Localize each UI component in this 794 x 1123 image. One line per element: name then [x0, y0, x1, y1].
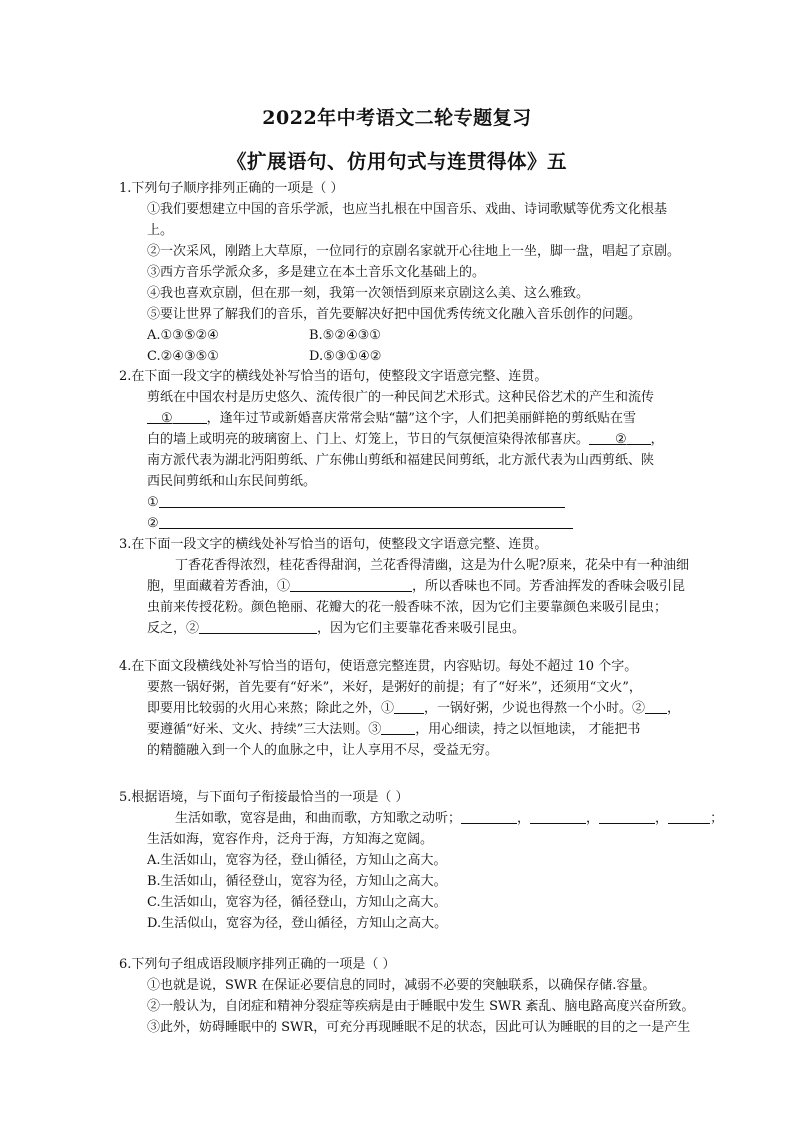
- passage-line: [119, 429, 709, 450]
- blank-line[interactable]: [394, 699, 424, 714]
- question-4: [119, 656, 709, 761]
- question-5: [119, 787, 724, 934]
- sentence-5: ⑤要让世界了解我们的音乐，首先要解决好把中国优秀传统文化融入音乐创作的问题。: [147, 307, 642, 322]
- passage-line: 丁香花香得浓烈，桂花香得甜润，兰花香得清幽，这是为什么呢?原来，花朵中有一种油细: [175, 558, 689, 573]
- question-3: [119, 534, 709, 639]
- passage-text: 生活如歌，宽容是曲，和曲而歌，方知歌之动听；: [175, 811, 462, 826]
- question-4-stem: 4.在下面文段横线处补写恰当的语句，使语意完整连贯，内容贴切。每处不超过 10 个字。: [119, 659, 638, 674]
- question-6: [119, 954, 709, 1038]
- question-2: [119, 366, 709, 534]
- sentence-2: ②一次采风，刚踏上大草原，一位同行的京剧名家就开心往地上一坐，脚一盘，唱起了京剧。: [147, 244, 681, 259]
- option-c[interactable]: C.②④③⑤①: [147, 349, 219, 364]
- answer-label: ②: [147, 516, 159, 531]
- answer-line-2: [119, 513, 709, 534]
- passage-text: ，: [517, 811, 531, 826]
- option-b[interactable]: B.生活如山，循径登山，宽容为径，方知山之高大。: [147, 874, 447, 889]
- option-a[interactable]: A.①③⑤②④: [147, 328, 219, 343]
- passage-line: 剪纸在中国农村是历史悠久、流传很广的一种民间艺术形式。这种民俗艺术的产生和流传: [147, 390, 655, 405]
- blank-line[interactable]: [589, 430, 615, 445]
- option-a[interactable]: A.生活如山，宽容为径，登山循径，方知山之高大。: [147, 853, 447, 868]
- blank-line[interactable]: [461, 809, 517, 824]
- passage-text: 要遵循“好米、文火、持续”三大法则。③: [147, 722, 382, 737]
- option-d[interactable]: D.生活似山，宽容为径，登山循径，方知山之高大。: [147, 916, 448, 931]
- option-c[interactable]: C.生活如山，宽容为径，循径登山，方知山之高大。: [147, 895, 447, 910]
- question-6-stem: 6.下列句子组成语段顺序排列正确的一项是（ ）: [119, 957, 396, 972]
- question-1-stem: 1.下列句子顺序排列正确的一项是（ ）: [119, 181, 344, 196]
- document-title: 2022年中考语文二轮专题复习: [262, 107, 532, 129]
- option-d[interactable]: D.⑤③①④②: [309, 349, 382, 364]
- passage-line: [119, 576, 709, 597]
- sentence-4: ④我也喜欢京剧，但在那一刻，我第一次领悟到原来京剧这么美、这么雅致。: [147, 286, 590, 301]
- passage-line: 生活如海，宽容作舟，泛舟于海，方知海之宽阔。: [147, 832, 434, 847]
- passage-text: 反之，②: [147, 621, 200, 636]
- question-2-stem: 2.在下面一段文字的横线处补写恰当的语句，使整段文字语意完整、连贯。: [119, 369, 548, 384]
- blank-line[interactable]: [668, 809, 710, 824]
- passage-text: 白的墙上或明亮的玻璃窗上、门上、灯笼上，节日的气氛便渲染得浓郁喜庆。: [147, 432, 590, 447]
- blank-line[interactable]: [627, 430, 651, 445]
- passage-line: 要熬一锅好粥，首先要有“好米”，米好，是粥好的前提；有了“好米”，还须用“文火”，: [147, 680, 642, 695]
- blank-line[interactable]: [199, 619, 317, 634]
- answer-input-2[interactable]: [159, 514, 573, 529]
- passage-text: ，一锅好粥，少说也得熬一个小时。②: [424, 701, 646, 716]
- passage-text: ，所以香味也不同。芳香油挥发的香味会吸引昆: [412, 579, 686, 594]
- answer-input-1[interactable]: [159, 493, 565, 508]
- blank-marker-1: ①: [161, 411, 173, 426]
- answer-line-1: [119, 492, 709, 513]
- question-3-stem: 3.在下面一段文字的横线处补写恰当的语句，使整段文字语意完整、连贯。: [119, 537, 548, 552]
- document-subtitle: 《扩展语句、仿用句式与连贯得体》五: [226, 150, 567, 173]
- blank-line[interactable]: [290, 577, 412, 592]
- passage-text: ，: [586, 811, 600, 826]
- passage-text: ，用心细读，持之以恒地读， 才能把书: [415, 722, 641, 737]
- sentence-3: ③此外，妨碍睡眠中的 SWR，可充分再现睡眠不足的状态，因此可认为睡眠的目的之一是产生: [147, 1020, 691, 1035]
- passage-text: ，逢年过节或新婚喜庆常常会贴“囍”这个字，人们把美丽鲜艳的剪纸贴在雪: [206, 411, 636, 426]
- blank-line[interactable]: [147, 409, 161, 424]
- passage-line: 的精髓融入到一个人的血脉之中，让人享用不尽，受益无穷。: [147, 743, 499, 758]
- passage-text: ，: [650, 432, 664, 447]
- passage-line: [119, 698, 709, 719]
- blank-marker-2: ②: [615, 432, 627, 447]
- question-1: [119, 178, 709, 367]
- sentence-1: ①我们要想建立中国的音乐学派，也应当扎根在中国音乐、戏曲、诗词歌赋等优秀文化根基: [147, 202, 668, 217]
- passage-text: ，: [655, 811, 669, 826]
- passage-text: ，因为它们主要靠花香来吸引昆虫。: [317, 621, 526, 636]
- option-b[interactable]: B.⑤②④③①: [309, 328, 381, 343]
- blank-line[interactable]: [530, 809, 586, 824]
- blank-line[interactable]: [173, 409, 207, 424]
- blank-line[interactable]: [599, 809, 655, 824]
- passage-line: [119, 719, 709, 740]
- passage-line: 南方派代表为湖北沔阳剪纸、广东佛山剪纸和福建民间剪纸，北方派代表为山西剪纸、陕: [147, 453, 655, 468]
- passage-text: ，: [667, 701, 681, 716]
- passage-line: 西民间剪纸和山东民间剪纸。: [147, 474, 317, 489]
- blank-line[interactable]: [645, 699, 667, 714]
- sentence-1-cont: 上。: [147, 223, 174, 238]
- answer-label: ①: [147, 495, 159, 510]
- passage-line: [119, 808, 724, 829]
- options-row-2: [119, 346, 709, 367]
- options-row-1: [119, 325, 709, 346]
- passage-text: ；: [710, 811, 724, 826]
- passage-line: 虫前来传授花粉。颜色艳丽、花瓣大的花一般香味不浓，因为它们主要靠颜色来吸引昆虫；: [147, 600, 668, 615]
- sentence-1: ①也就是说，SWR 在保证必要信息的同时，减弱不必要的突触联系，以确保存储.容量。: [147, 978, 656, 993]
- sentence-2: ②一般认为，自闭症和精神分裂症等疾病是由于睡眠中发生 SWR 紊乱、脑电路高度兴奋所致。: [147, 999, 695, 1014]
- question-5-stem: 5.根据语境，与下面句子衔接最恰当的一项是（ ）: [119, 790, 409, 805]
- passage-text: 即要用比较弱的火用心来熬；除此之外，①: [147, 701, 395, 716]
- passage-line: [119, 408, 709, 429]
- blank-line[interactable]: [381, 720, 415, 735]
- passage-line: [119, 618, 709, 639]
- sentence-3: ③西方音乐学派众多，多是建立在本土音乐文化基础上的。: [147, 265, 486, 280]
- passage-text: 胞，里面藏着芳香油，①: [147, 579, 291, 594]
